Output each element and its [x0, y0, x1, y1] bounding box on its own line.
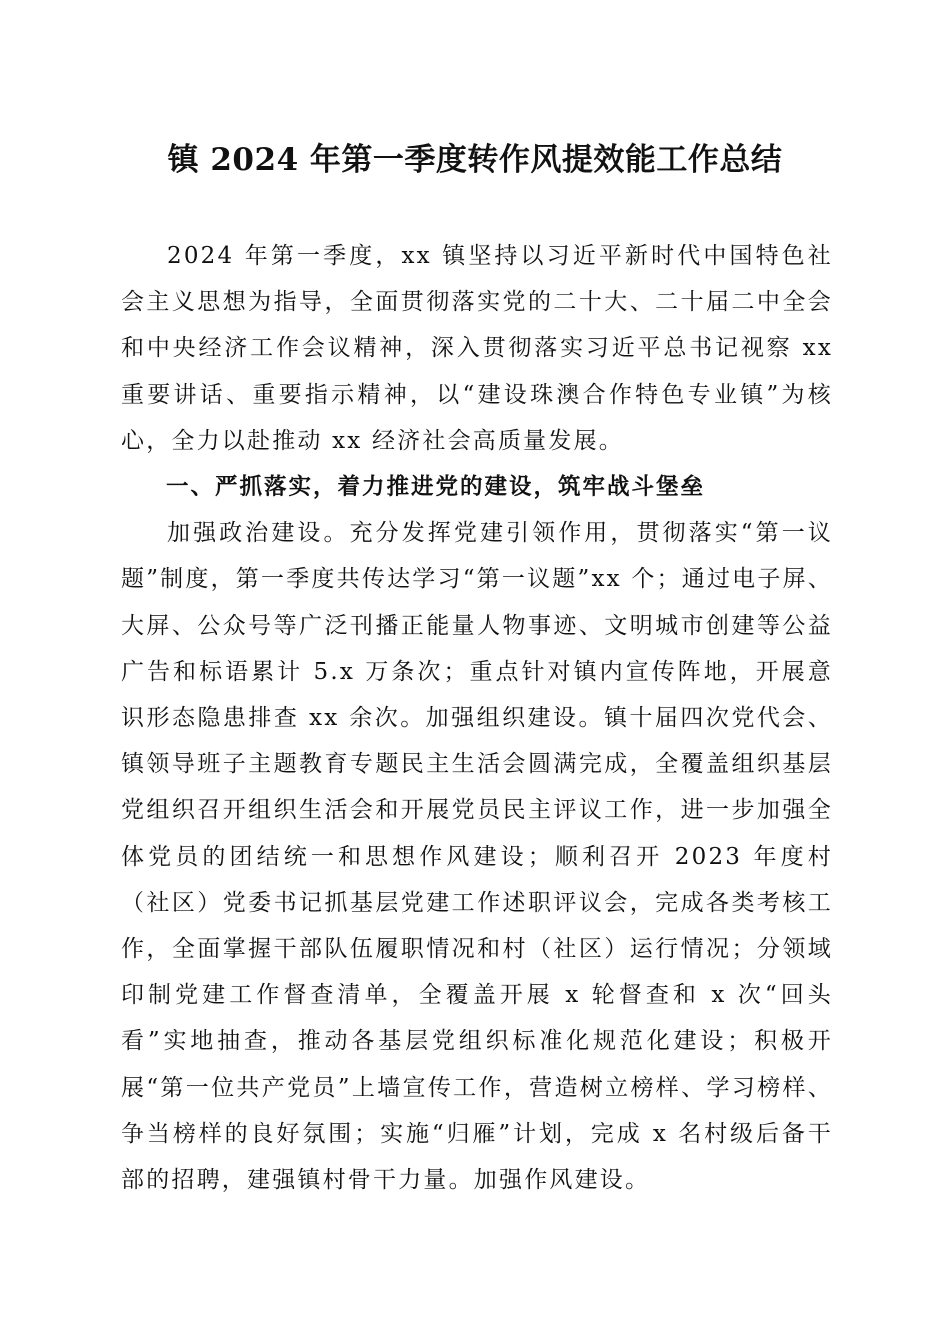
intro-paragraph: 2024 年第一季度，xx 镇坚持以习近平新时代中国特色社会主义思想为指导，全面贯彻落实党的二十大、二十届二中全会和中央经济工作会议精神，深入贯彻落实习近平总书记视察 xx 重要讲话、重要指示精神，以“建设珠澳合作特色专业镇”为核心，全力以赴推动 xx 经济社会高质量发展。	[121, 243, 833, 454]
section-heading-1: 一、严抓落实，着力推进党的建设，筑牢战斗堡垒	[166, 474, 706, 501]
document-title: 镇 2024 年第一季度转作风提效能工作总结	[167, 142, 783, 178]
section-1-paragraph: 加强政治建设。充分发挥党建引领作用，贯彻落实“第一议题”制度，第一季度共传达学习“第一议题”xx 个；通过电子屏、大屏、公众号等广泛刊播正能量人物事迹、文明城市创建等公益广告和标语累计 5.x 万条次；重点针对镇内宣传阵地，开展意识形态隐患排查 xx 余次。加强组织建设。镇十届四次党代会、镇领导班子主题教育专题民主生活会圆满完成，全覆盖组织基层党组织召开组织生活会和开展党员民主评议工作，进一步加强全体党员的团结统一和思想作风建设；顺利召开 2023 年度村（社区）党委书记抓基层党建工作述职评议会，完成各类考核工作，全面掌握干部队伍履职情况和村（社区）运行情况；分领域印制党建工作督查清单，全覆盖开展 x 轮督查和 x 次“回头看”实地抽查，推动各基层党组织标准化规范化建设；积极开展“第一位共产党员”上墙宣传工作，营造树立榜样、学习榜样、争当榜样的良好氛围；实施“归雁”计划，完成 x 名村级后备干部的招聘，建强镇村骨干力量。加强作风建设。	[121, 520, 833, 1194]
document-body	[121, 233, 833, 1203]
